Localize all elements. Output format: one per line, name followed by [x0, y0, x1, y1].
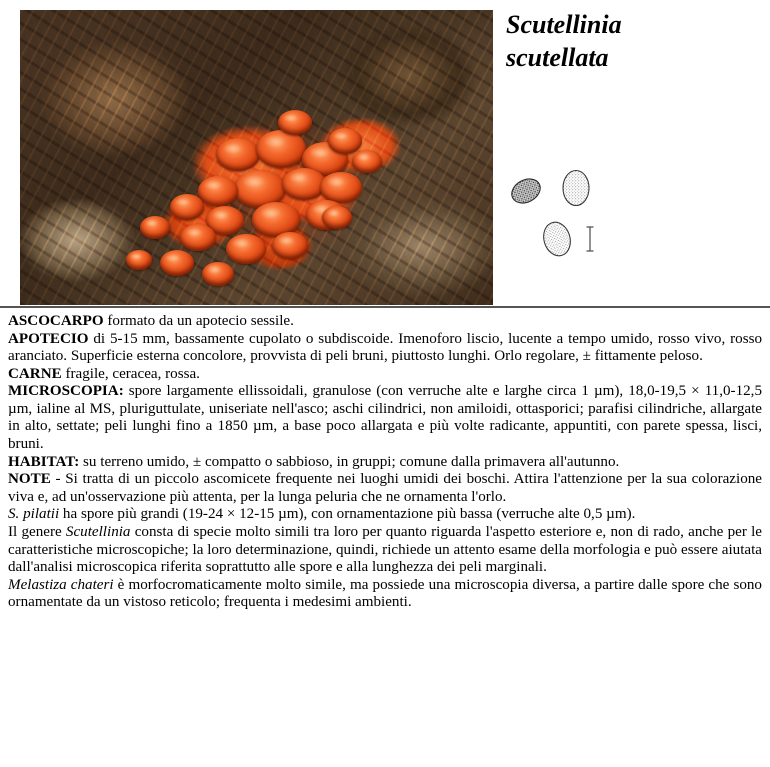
section-text: - Si tratta di un piccolo ascomicete frequente nei luoghi umidi dei boschi. Attira l'attenzione per la sua colorazione viva e, ad un'osservazione più attenta, per la lunga peluria che ne ornamenta l'orlo.: [8, 471, 762, 505]
note-text: è morfocromaticamente molto simile, ma possiede una microscopia diversa, a partire dalle spore che sono ornamentate da un vistoso reticolo; frequenta i medesimi ambienti.: [8, 576, 762, 611]
note-melastiza-chateri: [8, 577, 762, 612]
section-ascocarpo: [8, 313, 762, 331]
section-text: su terreno umido, ± compatto o sabbioso, in gruppi; comune dalla primavera all'autunno.: [79, 453, 620, 470]
section-text: fragile, ceracea, rossa.: [61, 365, 200, 382]
title-species: scutellata: [506, 43, 609, 73]
note-prefix: Il genere: [8, 523, 66, 540]
species-name-italic: Melastiza chateri: [8, 576, 114, 593]
scale-bar: [587, 227, 594, 251]
title-genus: Scutellinia: [506, 10, 622, 39]
section-note: [8, 471, 762, 506]
section-lead: ASCOCARPO: [8, 313, 104, 329]
description-text: [8, 313, 762, 612]
species-name-italic: S. pilatii: [8, 506, 60, 523]
photo-vignette: [20, 10, 493, 305]
spore-left: [508, 174, 545, 208]
section-text: formato da un apotecio sessile.: [103, 313, 294, 329]
section-lead: CARNE: [8, 365, 62, 382]
spore-upper-right: [563, 171, 589, 206]
spore-illustration: [500, 165, 620, 270]
section-text: di 5-15 mm, bassamente cupolato o subdiscoide. Imenoforo liscio, lucente a tempo umido, rosso vivo, rosso aranciato. Superficie esterna concolore, provvista di peli bruni, piuttosto lunghi. Orlo regolare, ± fittamente peloso.: [8, 330, 762, 365]
genus-name-italic: Scutellinia: [65, 523, 131, 540]
plate-region: [0, 0, 770, 306]
section-lead: APOTECIO: [8, 330, 89, 347]
spore-lower: [540, 219, 574, 259]
section-lead: HABITAT:: [8, 453, 80, 470]
section-lead: NOTE: [8, 471, 51, 488]
note-genere-scutellinia: [8, 524, 762, 577]
note-s-pilatii: [8, 506, 762, 524]
section-microscopia: [8, 383, 762, 453]
note-text: ha spore più grandi (19-24 × 12-15 µm), con ornamentazione più bassa (verruche alte 0,5 µm).: [59, 506, 636, 523]
section-habitat: [8, 454, 762, 472]
species-photograph: [20, 10, 493, 305]
section-apotecio: [8, 331, 762, 366]
page-title: [506, 8, 756, 75]
section-lead: MICROSCOPIA:: [8, 383, 124, 400]
section-carne: [8, 366, 762, 384]
note-text: consta di specie molto simili tra loro per quanto riguarda l'aspetto esteriore e, non di rado, anche per le caratteristiche microscopiche; la loro determinazione, quindi, richiede un attento esame della morfologia e può essere aiutata dall'analisi microscopica riferita soprattutto alle spore e alla lunghezza dei peli marginali.: [8, 523, 762, 576]
spore-drawing-svg: [500, 165, 620, 270]
section-divider: [0, 306, 770, 308]
section-text: spore largamente ellissoidali, granulose (con verruche alte e larghe circa 1 µm), 18,0-19,5 × 11,0-12,5 µm, ialine al MS, pluriguttulate, uniseriate nell'asco; aschi cilindrici, non amiloidi, ottasporici; parafisi cilindriche, allargate in alto, settate; peli lunghi fino a 1850 µm, a base poco allargata e più volte radicante, appuntiti, con parete spessa, lisci, bruni.: [8, 383, 762, 453]
